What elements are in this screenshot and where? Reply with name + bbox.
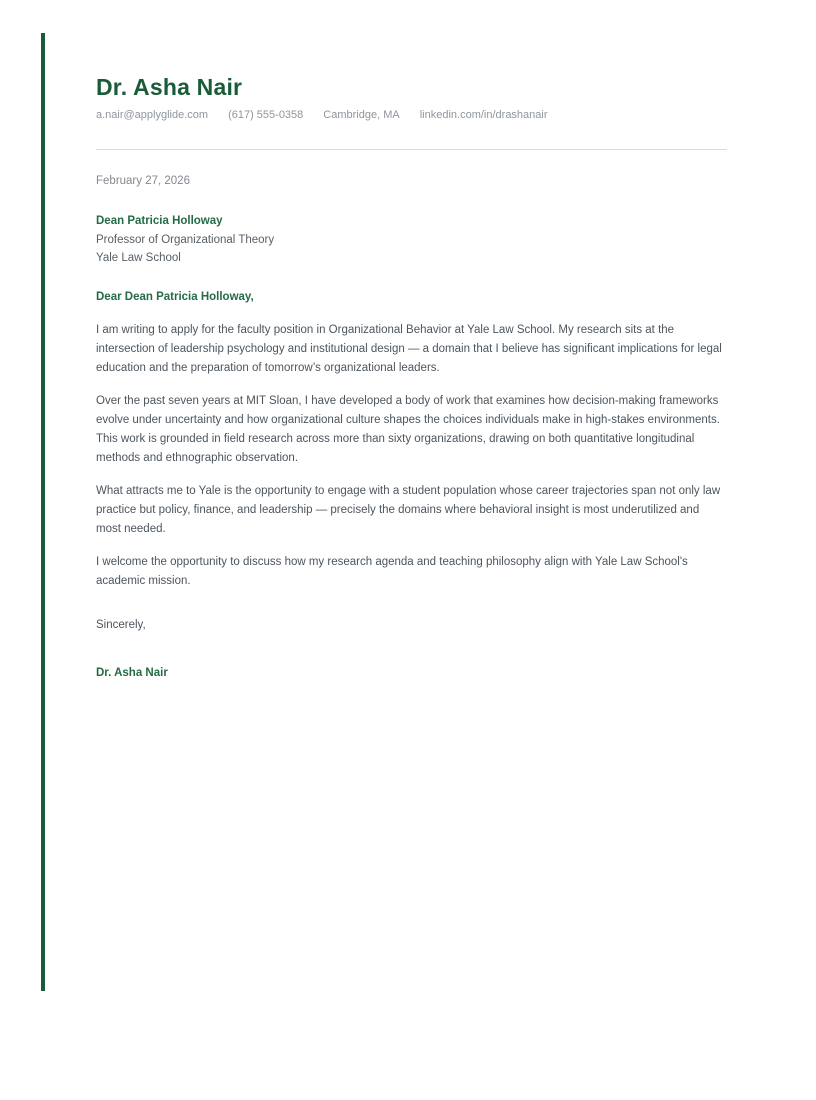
contact-phone: (617) 555-0358	[228, 109, 304, 121]
contact-linkedin: linkedin.com/in/drashanair	[419, 109, 548, 121]
body-paragraph-4: I welcome the opportunity to discuss how my research agenda and teaching philosophy align with Yale Law School's academic mission.	[96, 555, 688, 587]
contact-email: a.nair@applyglide.com	[96, 109, 209, 121]
letter-body	[96, 321, 727, 591]
recipient-title: Professor of Organizational Theory	[96, 233, 275, 246]
applicant-name: Dr. Asha Nair	[96, 74, 243, 100]
letter-header	[96, 74, 727, 150]
signature-name: Dr. Asha Nair	[96, 666, 168, 679]
body-paragraph-1: I am writing to apply for the faculty position in Organizational Behavior at Yale Law School. My research sits at the intersection of leadership psychology and institutional design — a domain that I believe has significant implications for legal education and the preparation of tomorrow’s organizational leaders.	[96, 323, 722, 374]
salutation: Dear Dean Patricia Holloway,	[96, 290, 254, 303]
header-divider	[96, 149, 727, 150]
contact-location: Cambridge, MA	[323, 109, 400, 121]
recipient-institution: Yale Law School	[96, 252, 181, 264]
closing: Sincerely,	[96, 618, 146, 631]
contact-row	[96, 109, 727, 122]
body-paragraph-3: What attracts me to Yale is the opportunity to engage with a student population whose career trajectories span not only law practice but policy, finance, and leadership — precisely the domains where behavioral insight is most underutilized and most needed.	[96, 484, 721, 535]
body-paragraph-2: Over the past seven years at MIT Sloan, I have developed a body of work that examines how decision-making frameworks evolve under uncertainty and how organizational culture shapes the choices individuals make in high-stakes environments. This work is grounded in field research across more than sixty organizations, drawing on both quantitative longitudinal methods and ethnographic observation.	[96, 394, 720, 464]
letter-date: February 27, 2026	[96, 175, 190, 187]
left-accent-bar	[41, 33, 45, 991]
letter-content	[96, 74, 727, 683]
recipient-block	[96, 212, 727, 268]
recipient-name: Dean Patricia Holloway	[96, 215, 223, 227]
